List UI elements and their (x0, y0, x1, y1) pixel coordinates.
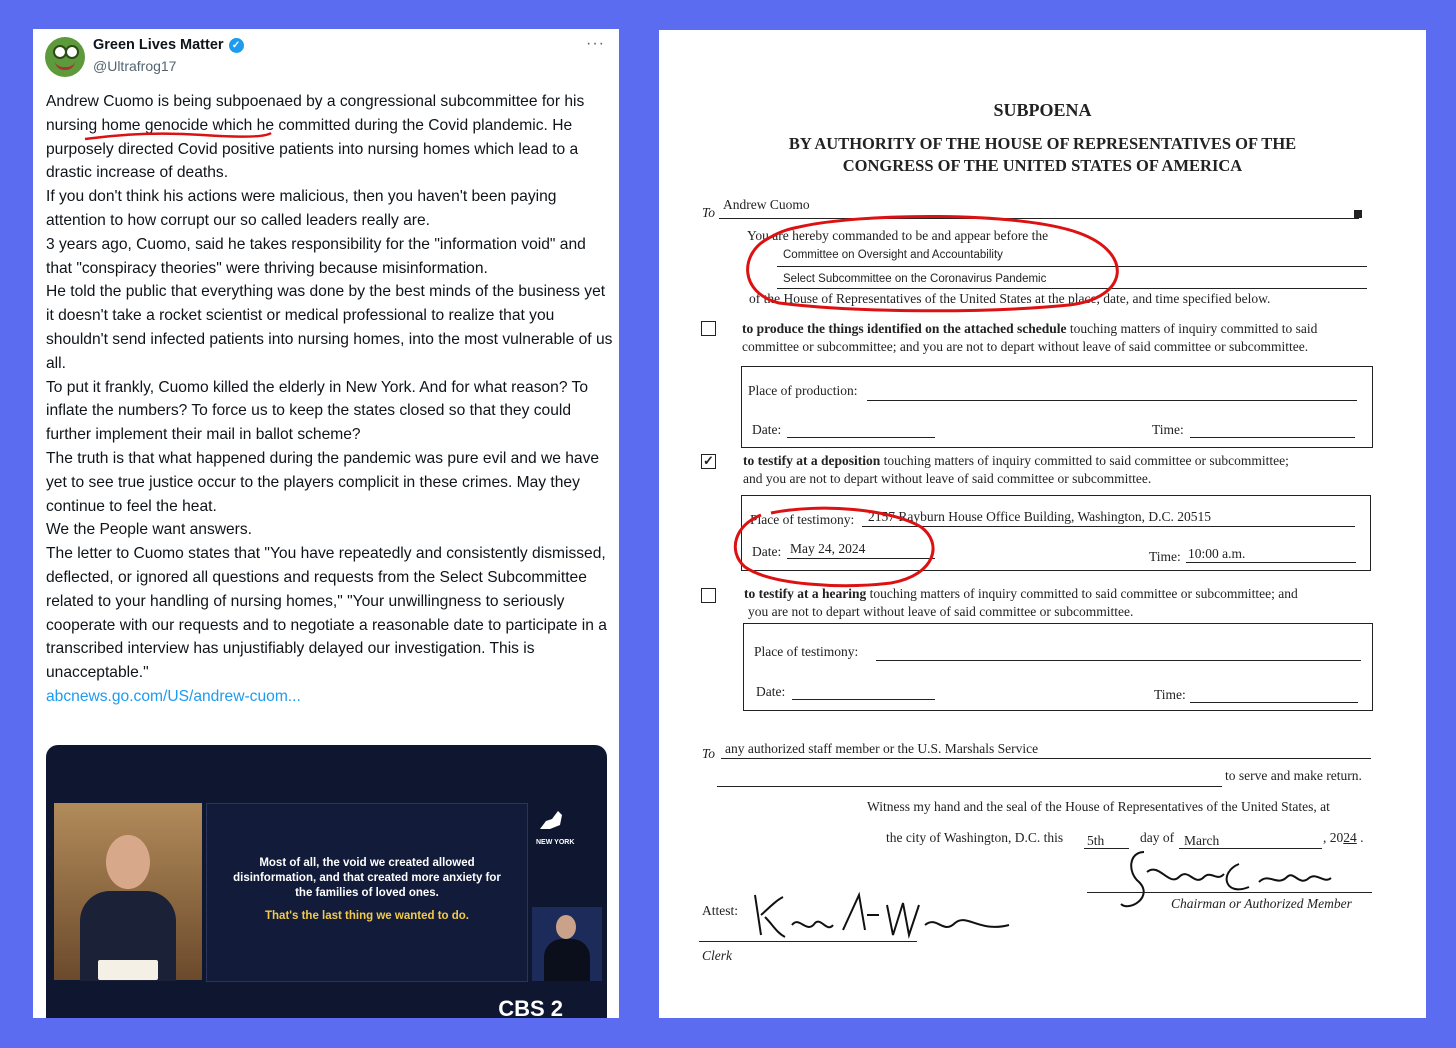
chairman-label: Chairman or Authorized Member (1171, 896, 1352, 911)
deposition-bold: to testify at a deposition (743, 453, 881, 468)
year-prefix: , 20 (1323, 830, 1344, 845)
article-link[interactable]: abcnews.go.com/US/andrew-cuom... (46, 687, 301, 705)
hearing-rest: touching matters of inquiry committed to said committee or subcommittee; and (866, 586, 1298, 601)
attest-label: Attest: (702, 903, 738, 918)
hearing-time-label: Time: (1154, 687, 1186, 702)
hearing-box (743, 623, 1373, 711)
frog-eye-icon (65, 45, 79, 59)
authority-line-2: CONGRESS OF THE UNITED STATES OF AMERICA (842, 156, 1243, 175)
year-text: , 2024 . (1323, 830, 1364, 845)
production-time-label: Time: (1152, 422, 1184, 437)
logo-text: NEW YORK (536, 839, 575, 846)
subcommittee-name: Select Subcommittee on the Coronavirus Pandemic (783, 273, 1047, 285)
deposition-place: 2157 Rayburn House Office Building, Washington, D.C. 20515 (868, 509, 1212, 524)
video-caption-panel (206, 803, 528, 982)
place-production-line (867, 400, 1357, 401)
channel-logo: CBS 2 (498, 996, 563, 1018)
tweet-paragraph: To put it frankly, Cuomo killed the elderly in New York. And for what reason? To inflate the numbers? To force us to keep the states closed so that they could further implement their mail in ballot scheme? (46, 378, 589, 444)
production-date-label: Date: (752, 422, 782, 437)
clerk-label: Clerk (702, 948, 732, 963)
tweet-paragraph: 3 years ago, Cuomo, said he takes responsibility for the "information void" and that "conspiracy theories" were thriving because misinformation. (46, 235, 586, 277)
city-text: the city of Washington, D.C. this (886, 830, 1064, 845)
handle[interactable]: @Ultrafrog17 (93, 58, 177, 74)
deposition-time-line (1186, 562, 1356, 563)
display-name-text[interactable]: Green Lives Matter (93, 37, 224, 53)
caption-main: Most of all, the void we created allowed disinformation, and that created more anxiety for the families of loved ones. (233, 857, 501, 899)
display-name[interactable] (93, 37, 244, 53)
authority-line-1: BY AUTHORITY OF THE HOUSE OF REPRESENTATIVES OF THE (788, 134, 1297, 153)
chairman-line (1087, 892, 1372, 893)
red-underline-mark (83, 127, 273, 147)
hearing-checkbox[interactable] (701, 588, 716, 603)
verified-badge-icon: ✓ (229, 38, 244, 53)
sign-interpreter-image (532, 907, 602, 981)
tweet-paragraph: If you don't think his actions were malicious, then you haven't been paying attention to how corrupt our so called leaders really are. (46, 188, 557, 229)
clerk-signature-image (747, 885, 1017, 947)
deposition-rest: touching matters of inquiry committed to said committee or subcommittee; (880, 453, 1289, 468)
commanded-text: You are hereby commanded to be and appear before the (747, 228, 1049, 243)
produce-text-2: committee or subcommittee; and you are not to depart without leave of said committee or subcommittee. (742, 339, 1309, 354)
hearing-place-line (876, 660, 1361, 661)
to2-value: any authorized staff member or the U.S. Marshals Service (725, 741, 1039, 756)
deposition-checkbox[interactable]: ✓ (701, 454, 716, 469)
to2-label: To (702, 746, 716, 761)
witness-text: Witness my hand and the seal of the House of Representatives of the United States, at (867, 799, 1330, 814)
caption-sub: That's the last thing we wanted to do. (265, 910, 469, 922)
tweet-paragraph: He told the public that everything was done by the best minds of the business yet it doesn't take a rocket scientist or medical professional to realize that you shouldn't send infected patients into nursing homes, into the most vulnerable of us all. (46, 283, 613, 372)
tweet-paragraph: The letter to Cuomo states that "You have repeatedly and consistently dismissed, deflected, or ignored all questions and requests from the Select Subcommittee related to your handling of nursing homes," "Your unwillingness to seriously cooperate with our requests and to negotiate a reasonable date to participate in a transcribed interview has unjustifiably delayed our investigation. This is unacceptable." (46, 545, 607, 682)
hearing-text-2: you are not to depart without leave of said committee or subcommittee. (748, 604, 1134, 619)
ny-map-icon (536, 807, 566, 837)
video-speaker-image (54, 803, 202, 980)
house-line: of the House of Representatives of the United States at the place, date, and time specified below. (749, 291, 1271, 306)
interpreter-body (544, 939, 590, 981)
to-recipient: Andrew Cuomo (723, 197, 810, 212)
deposition-place-label: Place of testimony: (750, 512, 855, 527)
ny-state-logo (536, 807, 602, 847)
hearing-place-label: Place of testimony: (754, 644, 859, 659)
hearing-date-label: Date: (756, 684, 786, 699)
day-of-text: day of (1140, 830, 1175, 845)
deposition-text (743, 453, 1289, 469)
to-label: To (702, 205, 716, 220)
corner-mark (1354, 210, 1362, 218)
production-time-line (1190, 437, 1355, 438)
tweet-paragraph: Andrew Cuomo is being subpoenaed by a congressional subcommittee for his nursing home genocide which he committed during the Covid plandemic. He purposely directed Covid positive patients into nursing homes which lead to a drastic increase of deaths. (46, 93, 585, 182)
speaker-nameplate (98, 960, 158, 980)
produce-rest: touching matters of inquiry committed to said (1066, 321, 1318, 336)
month-value: March (1184, 833, 1220, 848)
to2-line (721, 758, 1371, 759)
interpreter-head (556, 915, 576, 939)
clerk-line (699, 941, 917, 942)
red-circle-annotation (731, 505, 941, 591)
tweet-card (33, 29, 619, 1018)
video-player[interactable] (46, 745, 607, 1018)
doc-title: SUBPOENA (993, 100, 1092, 120)
committee-name: Committee on Oversight and Accountability (783, 249, 1003, 261)
hearing-time-line (1190, 702, 1358, 703)
place-production-label: Place of production: (748, 383, 858, 398)
serve-line (717, 786, 1222, 787)
tweet-text (46, 90, 613, 709)
day-value: 5th (1087, 833, 1105, 848)
tweet-paragraph: The truth is that what happened during the pandemic was pure evil and we have yet to see true justice occur to the players complicit in these crimes. May they continue to feel the heat. (46, 449, 600, 515)
year-suffix: 24 (1343, 830, 1357, 845)
subpoena-document (659, 30, 1426, 1018)
produce-checkbox[interactable] (701, 321, 716, 336)
red-circle-annotation (739, 213, 1139, 333)
more-options-icon[interactable]: ··· (586, 35, 605, 52)
produce-bold: to produce the things identified on the attached schedule (742, 321, 1067, 336)
deposition-date: May 24, 2024 (790, 541, 866, 556)
deposition-date-label: Date: (752, 544, 782, 559)
hearing-date-line (792, 699, 935, 700)
speaker-head (106, 835, 150, 889)
tweet-paragraph: We the People want answers. (46, 521, 253, 539)
hearing-bold: to testify at a hearing (744, 586, 867, 601)
deposition-time: 10:00 a.m. (1188, 546, 1246, 561)
deposition-time-label: Time: (1149, 549, 1181, 564)
serve-text: to serve and make return. (1225, 768, 1362, 783)
production-date-line (787, 437, 935, 438)
production-box (741, 366, 1373, 448)
frog-mouth-icon (55, 61, 75, 70)
deposition-text-2: and you are not to depart without leave of said committee or subcommittee. (743, 471, 1152, 486)
avatar[interactable] (45, 37, 85, 77)
